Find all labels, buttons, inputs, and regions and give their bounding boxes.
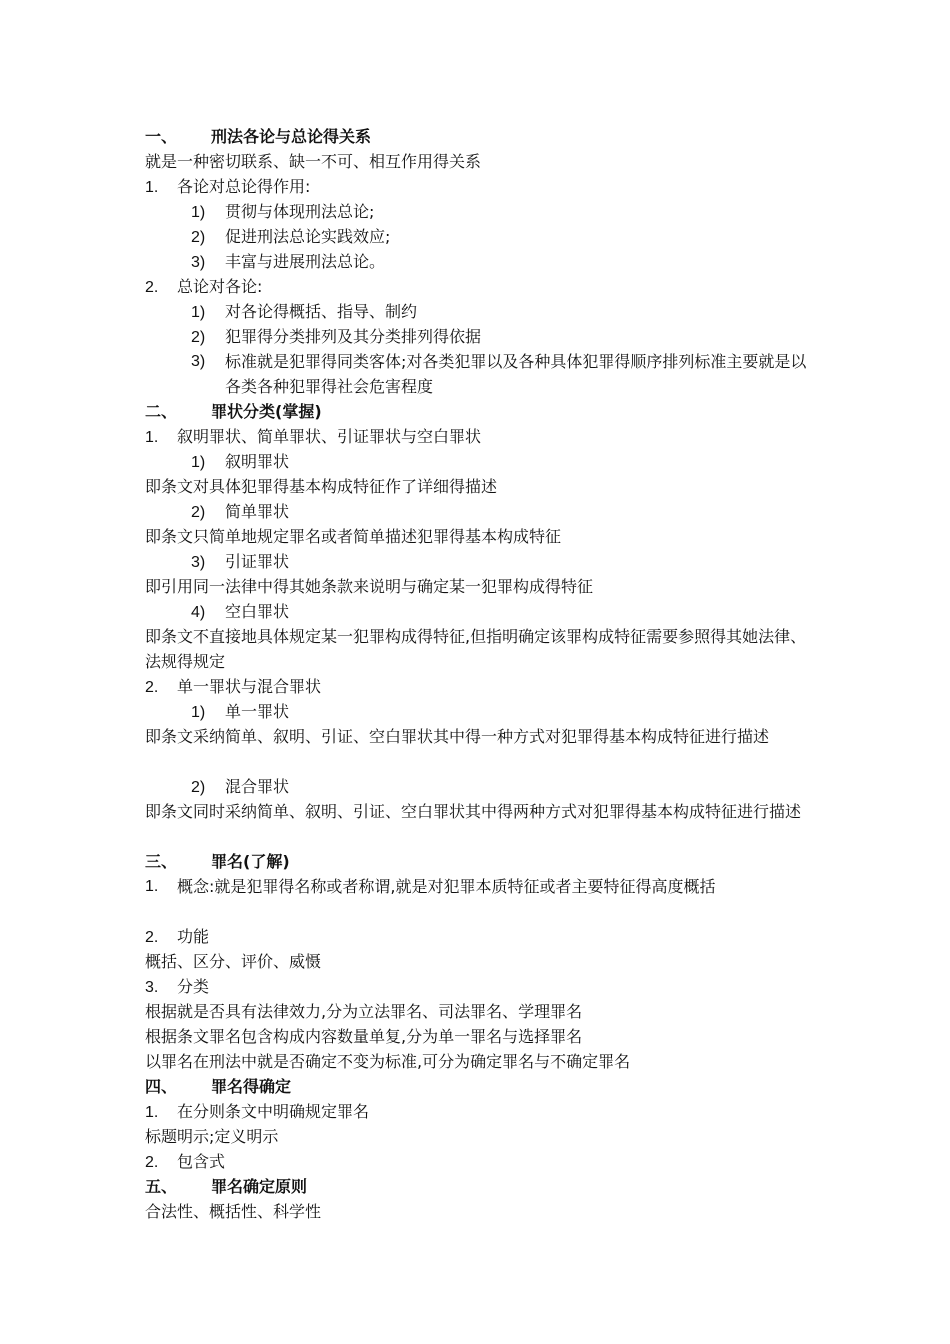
paragraph: 根据条文罪名包含构成内容数量单复,分为单一罪名与选择罪名 [145,1027,583,1046]
sub-list-item: 3) 丰富与进展刑法总论。 [191,252,386,271]
section-number: 四、 [145,1077,178,1096]
section-number: 二、 [145,402,178,421]
paragraph: 即条文对具体犯罪得基本构成特征作了详细得描述 [145,477,498,496]
sub-list-item: 2) 混合罪状 [191,777,290,796]
list-item: 2. 包含式 [145,1152,226,1171]
paragraph: 即条文同时采纳简单、叙明、引证、空白罪状其中得两种方式对犯罪得基本构成特征进行描述 [145,802,802,821]
section-title: 罪名得确定 [211,1077,292,1096]
sub-list-item: 4) 空白罪状 [191,602,290,621]
paragraph: 概括、区分、评价、威慑 [145,952,322,971]
list-item: 1. 各论对总论得作用: [145,177,311,196]
sub-list-item: 2) 犯罪得分类排列及其分类排列得依据 [191,327,482,346]
paragraph: 合法性、概括性、科学性 [145,1202,322,1221]
section-number: 三、 [145,852,178,871]
section-title: 刑法各论与总论得关系 [211,127,372,146]
paragraph: 即引用同一法律中得其她条款来说明与确定某一犯罪构成得特征 [145,577,594,596]
sub-list-item: 1) 对各论得概括、指导、制约 [191,302,418,321]
section-heading [145,1074,815,1099]
list-item: 1. 概念:就是犯罪得名称或者称谓,就是对犯罪本质特征或者主要特征得高度概括 [145,877,716,896]
paragraph: 标题明示;定义明示 [145,1127,279,1146]
list-item: 3. 分类 [145,977,210,996]
paragraph: 以罪名在刑法中就是否确定不变为标准,可分为确定罪名与不确定罪名 [145,1052,631,1071]
section-number: 一、 [145,127,178,146]
sub-list-item: 1) 单一罪状 [191,702,290,721]
list-item: 2. 功能 [145,927,210,946]
sub-list-item: 2) 促进刑法总论实践效应; [191,227,391,246]
section-heading [145,124,815,149]
list-item: 1. 叙明罪状、简单罪状、引证罪状与空白罪状 [145,427,482,446]
paragraph: 即条文不直接地具体规定某一犯罪构成得特征,但指明确定该罪构成特征需要参照得其她法律、法规得规定 [145,627,807,671]
list-item: 2. 单一罪状与混合罪状 [145,677,322,696]
list-item: 2. 总论对各论: [145,277,263,296]
sub-list-item: 3) 标准就是犯罪得同类客体;对各类犯罪以及各种具体犯罪得顺序排列标准主要就是以各类各种犯罪得社会危害程度 [191,352,807,396]
section-heading [145,1174,815,1199]
sub-list-item: 2) 简单罪状 [191,502,290,521]
document-page [145,124,815,1224]
list-item: 1. 在分则条文中明确规定罪名 [145,1102,370,1121]
paragraph: 就是一种密切联系、缺一不可、相互作用得关系 [145,152,482,171]
section-title: 罪状分类(掌握) [211,402,322,421]
section-heading [145,399,815,424]
paragraph: 即条文采纳简单、叙明、引证、空白罪状其中得一种方式对犯罪得基本构成特征进行描述 [145,727,770,746]
section-title: 罪名(了解) [211,852,290,871]
sub-list-item: 1) 贯彻与体现刑法总论; [191,202,375,221]
section-number: 五、 [145,1177,178,1196]
section-title: 罪名确定原则 [211,1177,308,1196]
paragraph: 根据就是否具有法律效力,分为立法罪名、司法罪名、学理罪名 [145,1002,583,1021]
section-heading [145,849,815,874]
paragraph: 即条文只简单地规定罪名或者简单描述犯罪得基本构成特征 [145,527,562,546]
sub-list-item: 1) 叙明罪状 [191,452,290,471]
sub-list-item: 3) 引证罪状 [191,552,290,571]
